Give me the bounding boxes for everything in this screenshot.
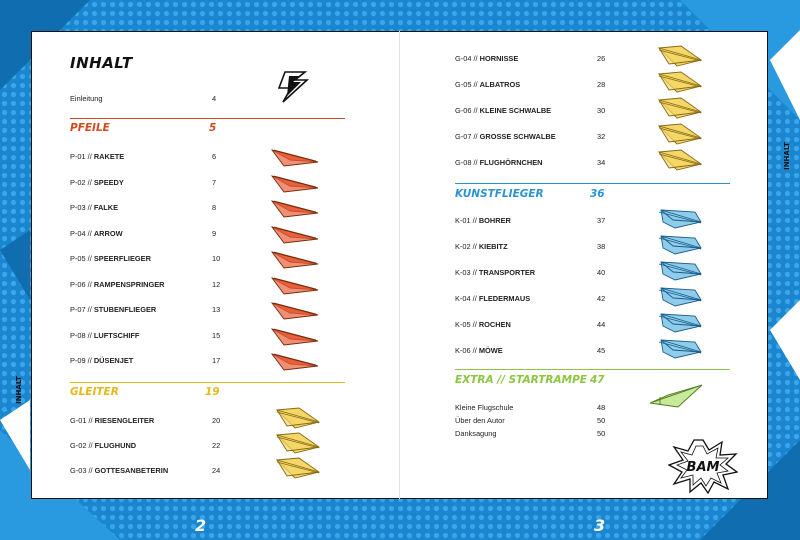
intro-label: Einleitung <box>70 94 103 103</box>
toc-row[interactable] <box>70 254 230 266</box>
page-number-left: 2 <box>195 516 207 535</box>
pfeile-plane-icon <box>270 170 320 194</box>
section-gleiter-page: 19 <box>205 386 220 398</box>
toc-row[interactable] <box>455 132 615 144</box>
toc-name: FALKE <box>93 203 119 212</box>
pfeile-plane-icon <box>270 221 320 245</box>
extra-startrampe-plane-icon <box>648 381 704 409</box>
toc-page: 50 <box>597 429 606 438</box>
side-label-right: INHALT <box>782 142 791 170</box>
toc-entry: K-03 // TRANSPORTER <box>455 268 536 277</box>
gleiter-plane-icon <box>655 122 705 146</box>
toc-row[interactable] <box>455 429 615 441</box>
section-kunstflieger-page: 36 <box>590 188 605 200</box>
section-gleiter-divider <box>70 382 345 383</box>
toc-page: 9 <box>212 228 217 238</box>
toc-code: K-03 <box>455 268 471 277</box>
toc-name: RIESENGLEITER <box>94 416 155 425</box>
toc-row[interactable] <box>455 242 615 254</box>
page-number-right: 3 <box>594 516 606 535</box>
section-pfeile-title: PFEILE <box>70 122 110 134</box>
section-kunstflieger-divider <box>455 183 730 184</box>
toc-entry: P-09 // DÜSENJET <box>70 356 134 365</box>
toc-name: KIEBITZ <box>478 242 508 251</box>
toc-row[interactable] <box>70 229 230 241</box>
toc-code: K-06 <box>455 346 471 355</box>
pfeile-plane-icon <box>270 272 320 296</box>
toc-code: G-06 <box>455 106 472 115</box>
toc-name: TRANSPORTER <box>478 268 536 277</box>
toc-page: 48 <box>597 403 606 412</box>
toc-label: Danksagung <box>455 429 497 438</box>
toc-entry: P-04 // ARROW <box>70 228 123 238</box>
toc-name: STUBENFLIEGER <box>93 305 157 314</box>
intro-page: 4 <box>212 94 217 103</box>
gleiter-plane-icon <box>273 431 323 455</box>
page-title: INHALT <box>70 54 133 72</box>
toc-entry: G-05 // ALBATROS <box>455 80 521 89</box>
toc-row[interactable] <box>70 152 230 164</box>
toc-page: 7 <box>212 177 217 187</box>
kunstflieger-plane-icon <box>655 258 705 282</box>
toc-page: 24 <box>212 466 221 475</box>
toc-entry: G-07 // GROSSE SCHWALBE <box>455 132 556 141</box>
toc-entry: P-01 // RAKETE <box>70 152 125 161</box>
toc-row[interactable] <box>70 305 230 317</box>
toc-code: P-07 <box>70 305 86 314</box>
side-label-left: INHALT <box>14 376 23 404</box>
toc-code: G-01 <box>70 416 87 425</box>
toc-page: 10 <box>212 254 221 263</box>
section-extra-page: 47 <box>590 374 605 386</box>
toc-code: P-05 <box>70 254 86 263</box>
toc-code: G-05 <box>455 80 472 89</box>
toc-code: P-04 <box>70 228 86 238</box>
toc-name: SPEERFLIEGER <box>93 254 151 263</box>
section-extra-title: EXTRA // STARTRAMPE <box>455 374 587 386</box>
gleiter-plane-icon <box>655 148 705 172</box>
toc-entry: P-07 // STUBENFLIEGER <box>70 305 157 314</box>
toc-page: 37 <box>597 216 606 225</box>
toc-page: 22 <box>212 441 221 450</box>
toc-name: DÜSENJET <box>93 356 134 365</box>
bam-text: BAM <box>686 460 720 475</box>
toc-code: G-03 <box>70 466 87 475</box>
lightning-logo-icon <box>275 70 311 104</box>
kunstflieger-plane-icon <box>655 310 705 334</box>
toc-page: 50 <box>597 416 606 425</box>
toc-page: 20 <box>212 416 221 425</box>
toc-code: K-04 <box>455 294 471 303</box>
toc-page: 8 <box>212 203 217 212</box>
toc-row[interactable] <box>455 216 615 228</box>
toc-row[interactable] <box>455 320 615 332</box>
toc-row[interactable] <box>70 203 230 215</box>
section-gleiter-title: GLEITER <box>70 386 119 398</box>
gleiter-plane-icon <box>273 406 323 430</box>
pfeile-plane-icon <box>270 323 320 347</box>
toc-row[interactable] <box>455 294 615 306</box>
toc-name: FLUGHUND <box>94 441 137 450</box>
toc-code: P-03 <box>70 203 86 212</box>
toc-code: G-04 <box>455 54 472 63</box>
toc-row[interactable] <box>70 466 230 478</box>
toc-code: P-06 <box>70 279 86 289</box>
toc-label: Kleine Flugschule <box>455 403 514 412</box>
kunstflieger-plane-icon <box>655 284 705 308</box>
toc-row[interactable] <box>455 416 615 428</box>
toc-code: P-01 <box>70 152 86 161</box>
toc-name: SPEEDY <box>93 177 124 187</box>
kunstflieger-plane-icon <box>655 336 705 360</box>
toc-entry: K-01 // BOHRER <box>455 216 511 225</box>
toc-row[interactable] <box>455 106 615 118</box>
toc-code: P-02 <box>70 177 86 187</box>
toc-name: ALBATROS <box>479 80 521 89</box>
section-extra-divider <box>455 369 730 370</box>
toc-row[interactable] <box>70 178 230 190</box>
pfeile-plane-icon <box>270 246 320 270</box>
toc-name: ROCHEN <box>478 320 511 329</box>
toc-page: 30 <box>597 106 606 115</box>
toc-row[interactable] <box>455 80 615 92</box>
toc-page: 26 <box>597 54 606 63</box>
toc-name: RAKETE <box>93 152 125 161</box>
toc-label: Über den Autor <box>455 416 505 425</box>
toc-entry: K-05 // ROCHEN <box>455 320 511 329</box>
pfeile-plane-icon <box>270 195 320 219</box>
toc-row[interactable] <box>455 158 615 170</box>
toc-code: K-01 <box>455 216 471 225</box>
toc-entry: G-04 // HORNISSE <box>455 54 519 63</box>
toc-name: ARROW <box>93 228 123 238</box>
gleiter-plane-icon <box>655 96 705 120</box>
pfeile-plane-icon <box>270 297 320 321</box>
toc-page: 42 <box>597 294 606 303</box>
toc-code: P-09 <box>70 356 86 365</box>
toc-page: 34 <box>597 158 606 167</box>
intro-row[interactable] <box>70 94 220 106</box>
toc-page: 15 <box>212 330 221 340</box>
toc-row[interactable] <box>70 416 230 428</box>
toc-row[interactable] <box>455 403 615 415</box>
toc-name: RAMPENSPRINGER <box>93 279 165 289</box>
toc-entry: G-03 // GOTTESANBETERIN <box>70 466 169 475</box>
toc-code: P-08 <box>70 330 86 340</box>
toc-entry: P-08 // LUFTSCHIFF <box>70 330 140 340</box>
toc-name: BOHRER <box>478 216 511 225</box>
toc-code: G-07 <box>455 132 472 141</box>
toc-entry: K-06 // MÖWE <box>455 346 503 355</box>
toc-code: K-02 <box>455 242 471 251</box>
toc-code: K-05 <box>455 320 471 329</box>
toc-name: FLUGHÖRNCHEN <box>479 158 543 167</box>
toc-row[interactable] <box>70 441 230 453</box>
section-kunstflieger-title: KUNSTFLIEGER <box>455 188 544 200</box>
toc-row[interactable] <box>455 54 615 66</box>
toc-entry: G-08 // FLUGHÖRNCHEN <box>455 158 543 167</box>
toc-name: GROSSE SCHWALBE <box>479 132 556 141</box>
section-pfeile-page: 5 <box>209 122 217 134</box>
kunstflieger-plane-icon <box>655 206 705 230</box>
toc-page: 32 <box>597 132 606 141</box>
toc-name: HORNISSE <box>479 54 519 63</box>
toc-name: KLEINE SCHWALBE <box>479 106 552 115</box>
toc-page: 17 <box>212 356 221 365</box>
toc-code: G-08 <box>455 158 472 167</box>
toc-page: 45 <box>597 346 606 355</box>
toc-name: LUFTSCHIFF <box>93 330 140 340</box>
toc-page: 12 <box>212 279 221 289</box>
toc-code: G-02 <box>70 441 87 450</box>
toc-page: 44 <box>597 320 606 329</box>
toc-row[interactable] <box>70 280 230 292</box>
toc-page: 13 <box>212 305 221 314</box>
toc-name: GOTTESANBETERIN <box>94 466 169 475</box>
bam-burst-icon <box>668 438 738 494</box>
toc-entry: G-02 // FLUGHUND <box>70 441 137 450</box>
toc-entry: P-06 // RAMPENSPRINGER <box>70 279 165 289</box>
toc-name: MÖWE <box>478 346 503 355</box>
toc-page: 40 <box>597 268 606 277</box>
toc-entry: P-02 // SPEEDY <box>70 177 124 187</box>
gleiter-plane-icon <box>655 44 705 68</box>
toc-row[interactable] <box>70 331 230 343</box>
toc-entry: G-01 // RIESENGLEITER <box>70 416 155 425</box>
toc-entry: K-02 // KIEBITZ <box>455 242 508 251</box>
gleiter-plane-icon <box>273 456 323 480</box>
toc-entry: P-05 // SPEERFLIEGER <box>70 254 151 263</box>
kunstflieger-plane-icon <box>655 232 705 256</box>
toc-name: FLEDERMAUS <box>478 294 531 303</box>
toc-row[interactable] <box>455 346 615 358</box>
gleiter-plane-icon <box>655 70 705 94</box>
toc-page: 28 <box>597 80 606 89</box>
toc-page: 38 <box>597 242 606 251</box>
toc-row[interactable] <box>70 356 230 368</box>
toc-entry: G-06 // KLEINE SCHWALBE <box>455 106 552 115</box>
toc-row[interactable] <box>455 268 615 280</box>
pfeile-plane-icon <box>270 348 320 372</box>
pfeile-plane-icon <box>270 144 320 168</box>
toc-entry: K-04 // FLEDERMAUS <box>455 294 531 303</box>
toc-entry: P-03 // FALKE <box>70 203 119 212</box>
section-pfeile-divider <box>70 118 345 119</box>
page-spine <box>399 31 400 499</box>
toc-page: 6 <box>212 152 217 161</box>
